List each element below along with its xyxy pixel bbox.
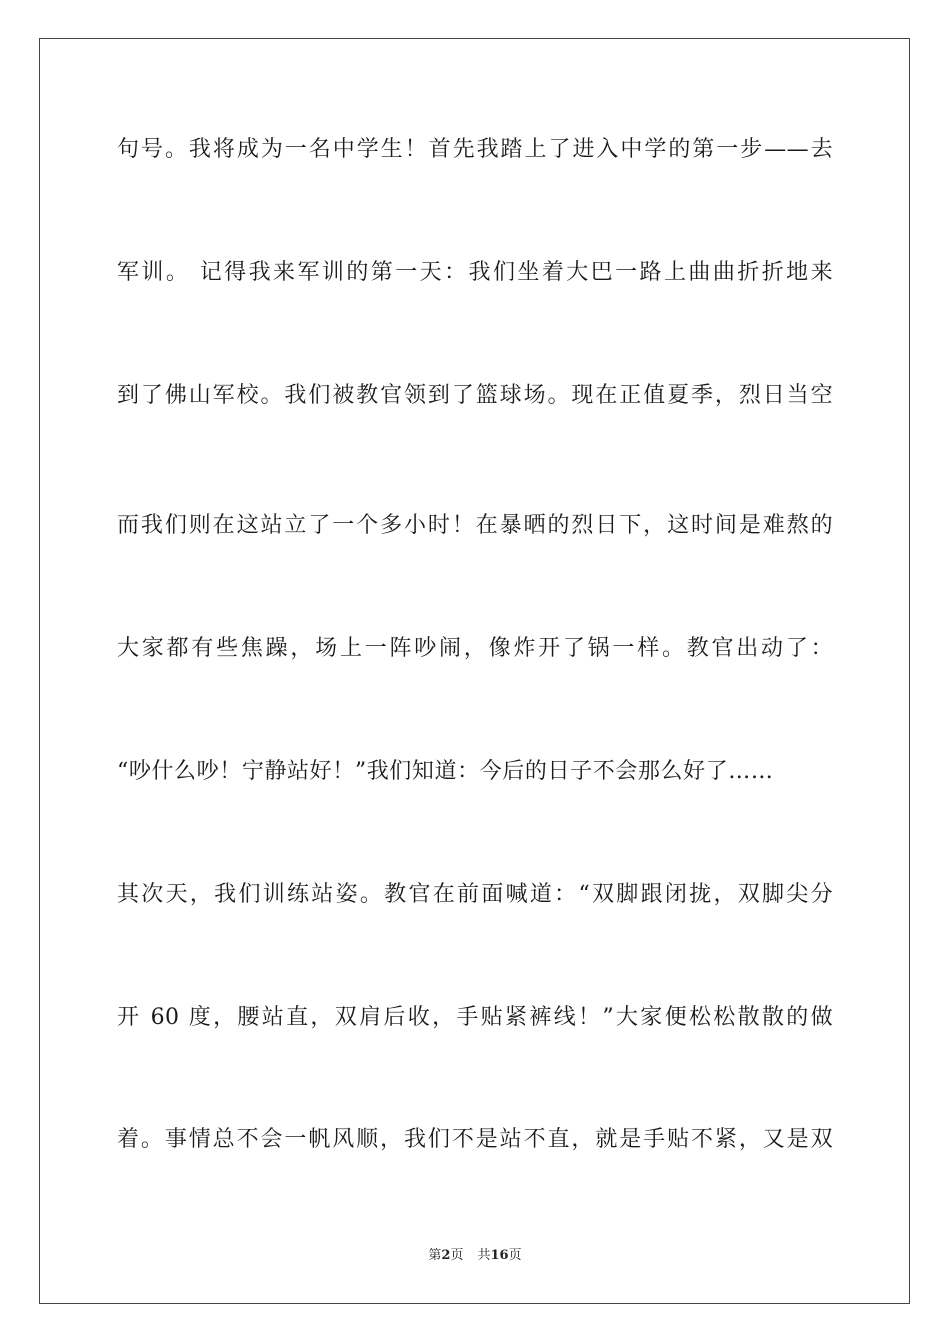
text-line: 着。事情总不会一帆风顺，我们不是站不直，就是手贴不紧，又是双 [117,1127,833,1152]
page-total: 16 [490,1248,509,1263]
text-line: 句号。我将成为一名中学生！首先我踏上了进入中学的第一步——去 [117,137,833,162]
text-line: 大家都有些焦躁，场上一阵吵闹，像炸开了锅一样。教官出动了： [117,636,833,661]
page-prefix: 第 [428,1248,442,1263]
page-border [39,38,910,1304]
page-current: 2 [441,1248,451,1263]
text-line: “吵什么吵！宁静站好！”我们知道：今后的日子不会那么好了…… [117,759,774,784]
text-line: 而我们则在这站立了一个多小时！在暴晒的烈日下，这时间是难熬的 [117,513,833,538]
total-unit: 页 [508,1248,522,1263]
text-line: 到了佛山军校。我们被教官领到了篮球场。现在正值夏季，烈日当空 [117,383,833,408]
page-unit: 页 [450,1248,464,1263]
text-line: 军训。 记得我来军训的第一天：我们坐着大巴一路上曲曲折折地来 [117,260,833,285]
text-line: 开 60 度，腰站直，双肩后收，手贴紧裤线！”大家便松松散散的做 [117,1005,833,1030]
text-line: 其次天，我们训练站姿。教官在前面喊道：“双脚跟闭拢，双脚尖分 [117,882,833,907]
page-footer [0,1246,950,1266]
total-prefix: 共 [477,1248,491,1263]
